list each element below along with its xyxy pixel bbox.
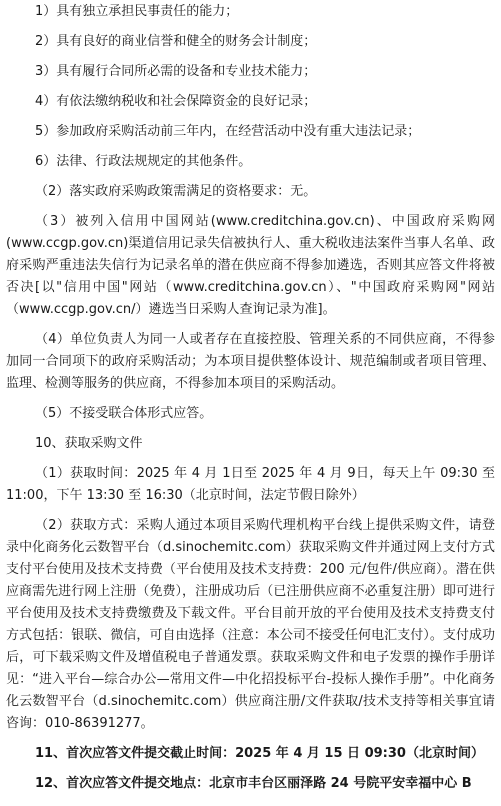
section-11-deadline: 11、首次应答文件提交截止时间：2025 年 4 月 15 日 09:30（北京时间） <box>35 746 484 761</box>
req-2: 2）具有良好的商业信誉和健全的财务会计制度； <box>35 34 317 49</box>
acquisition-time: （1）获取时间：2025 年 4 月 1日至 2025 年 4 月 9日，每天上午 09:30 至 11:00，下午 13:30 至 16:30（北京时间，法定节假日除外） <box>6 466 495 503</box>
section-12-location: 12、首次应答文件提交地点：北京市丰台区丽泽路 24 号院平安幸福中心 B <box>35 776 472 791</box>
req-3: 3）具有履行合同所必需的设备和专业技术能力； <box>35 64 317 79</box>
conflict-clause: （4）单位负责人为同一人或者存在直接控股、管理关系的不同供应商，不得参加同一合同项下的政府采购活动；为本项目提供整体设计、规范编制或者项目管理、监理、检测等服务的供应商，不得参加本项目的采购活动。 <box>6 332 495 391</box>
credit-record-clause: （3）被列入信用中国网站(www.creditchina.gov.cn)、中国政府采购网(www.ccgp.gov.cn)渠道信用记录失信被执行人、重大税收违法案件当事人名单、政府采购严重违法失信行为记录名单的潜在供应商不得参加遴选，否则其应答文件将被否决[以"信用中国"网站（www.creditchina.gov.cn）、"中国政府采购网"网站（www.ccgp.gov.cn/）遴选当日采购人查询记录为准]。 <box>6 214 495 317</box>
req-1: 1）具有独立承担民事责任的能力； <box>35 4 239 19</box>
policy-requirement: （2）落实政府采购政策需满足的资格要求：无。 <box>35 184 317 199</box>
req-4: 4）有依法缴纳税收和社会保障资金的良好记录； <box>35 94 317 109</box>
no-consortium: （5）不接受联合体形式应答。 <box>35 406 213 421</box>
req-5: 5）参加政府采购活动前三年内，在经营活动中没有重大违法记录； <box>35 124 421 139</box>
req-6: 6）法律、行政法规规定的其他条件。 <box>35 154 252 169</box>
section-10-heading: 10、获取采购文件 <box>35 436 143 451</box>
acquisition-method: （2）获取方式：采购人通过本项目采购代理机构平台线上提供采购文件，请登录中化商务化云数智平台（d.sinochemitc.com）获取采购文件并通过网上支付方式支付平台使用及技术支持费（平台使用及技术支持费：200 元/包件/供应商）。潜在供应商需先进行网上注册（免费），注册成功后（已注册供应商不必重复注册）即可进行平台使用及技术支持费缴费及下载文件。平台目前开放的平台使用及技术支持费支付方式包括：银联、微信，可自由选择（注意：本公司不接受任何电汇支付）。支付成功后，可下载采购文件及增值税电子普通发票。获取采购文件和电子发票的操作手册详见：“进入平台—综合办公—常用文件—中化招投标平台-投标人操作手册”。中化商务化云数智平台（d.sinochemitc.com）供应商注册/文件获取/技术支持等相关事宜请咨询：010-86391277。 <box>6 518 495 731</box>
